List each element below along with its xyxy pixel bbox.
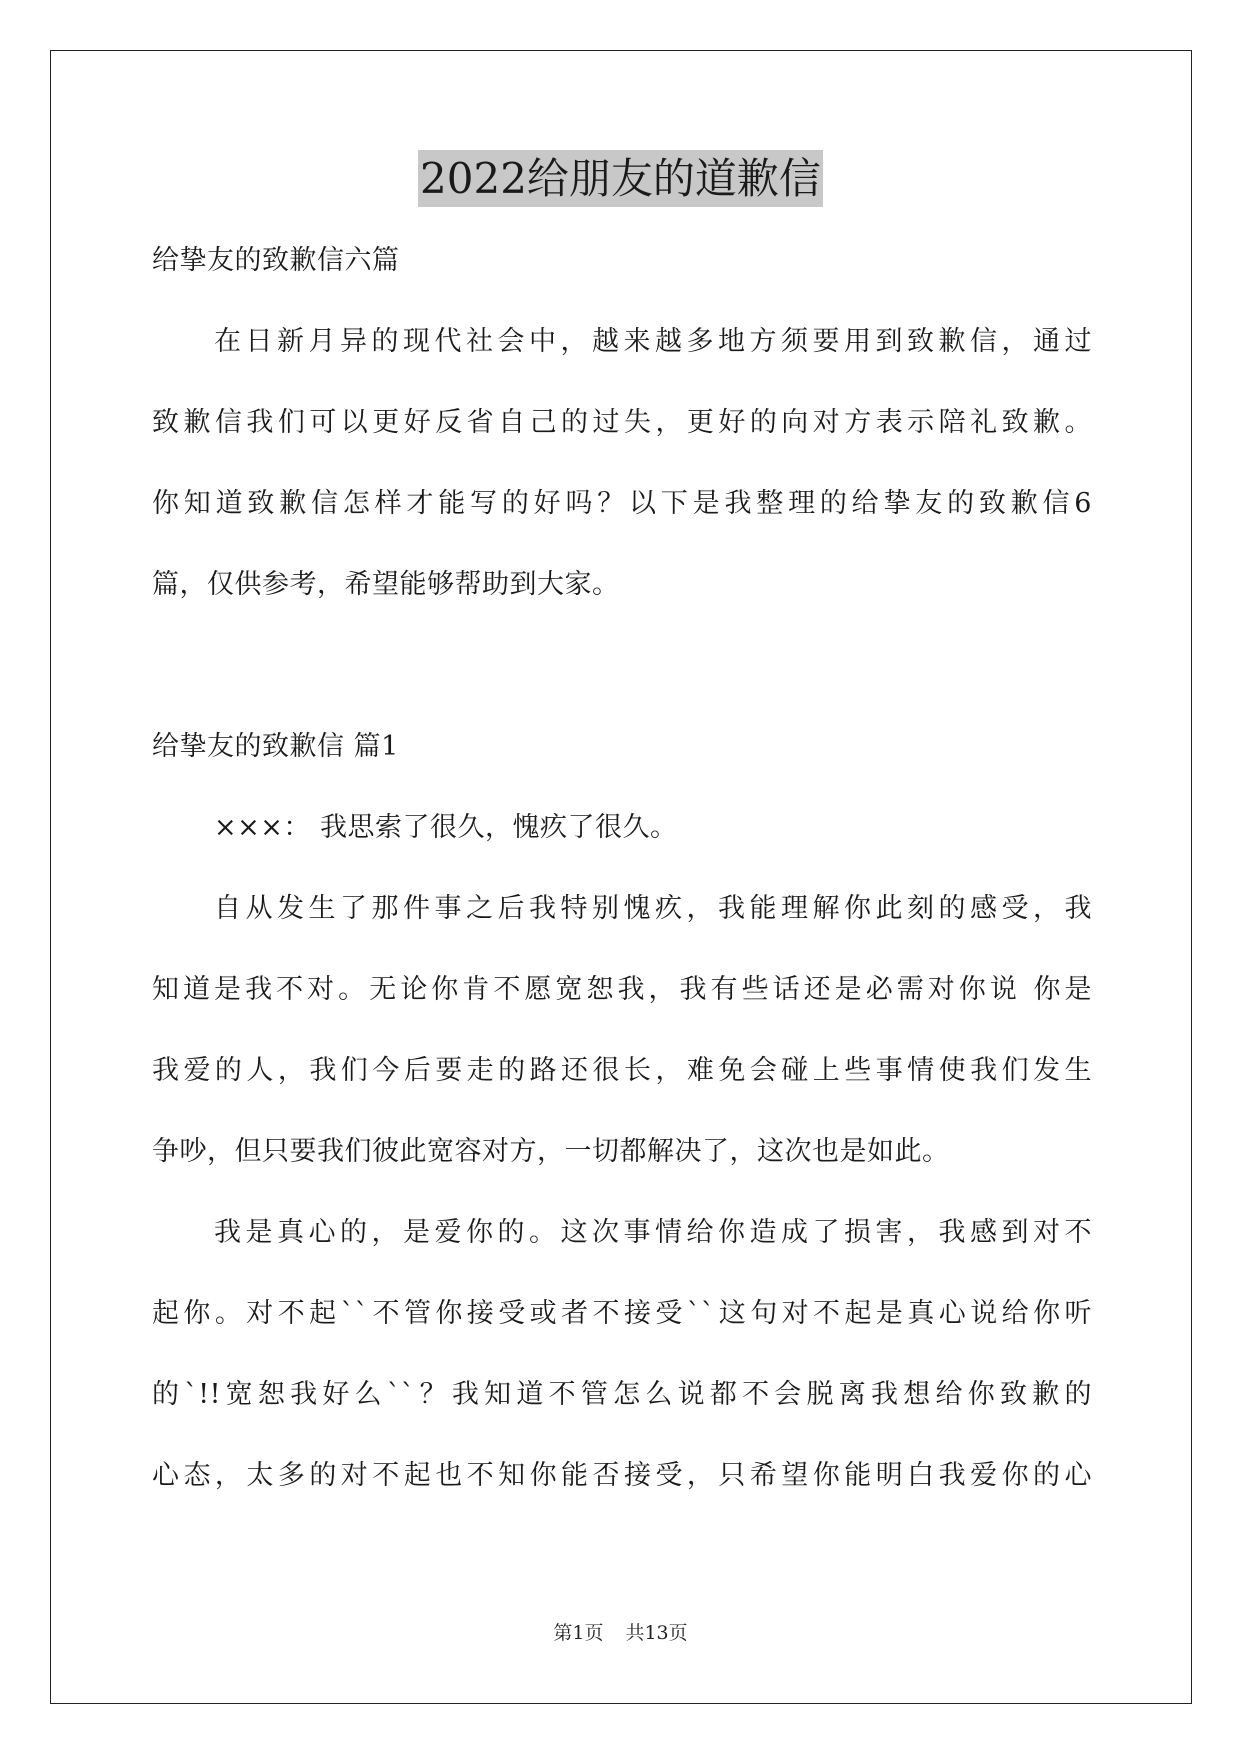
page-total: 共13页 <box>625 1622 688 1644</box>
paragraph-line: 的`!!宽恕我好么``？我知道不管怎么说都不会脱离我想给你致歉的 <box>152 1379 1092 1410</box>
paragraph-line: 致歉信我们可以更好反省自己的过失，更好的向对方表示陪礼致歉。 <box>152 407 1092 438</box>
page-footer <box>0 1624 1241 1643</box>
section-heading: 给挚友的致歉信 篇1 <box>152 731 399 762</box>
paragraph-line: 篇，仅供参考，希望能够帮助到大家。 <box>152 569 620 600</box>
title-highlight: 2022给朋友的道歉信 <box>418 150 823 207</box>
subtitle-line: 给挚友的致歉信六篇 <box>152 245 400 276</box>
paragraph-line: 在日新月异的现代社会中，越来越多地方须要用到致歉信，通过 <box>214 326 1092 357</box>
paragraph-line: 你知道致歉信怎样才能写的好吗？以下是我整理的给挚友的致歉信6 <box>152 488 1092 519</box>
document-body <box>152 241 1092 1537</box>
page-number: 第1页 <box>553 1622 604 1644</box>
salutation-line: ×××： 我思索了很久，愧疚了很久。 <box>214 812 678 843</box>
paragraph-line: 我爱的人，我们今后要走的路还很长，难免会碰上些事情使我们发生 <box>152 1055 1092 1086</box>
paragraph-line: 心态，太多的对不起也不知你能否接受，只希望你能明白我爱你的心 <box>152 1460 1092 1491</box>
paragraph-line: 我是真心的，是爱你的。这次事情给你造成了损害，我感到对不 <box>214 1217 1092 1248</box>
paragraph-line: 起你。对不起``不管你接受或者不接受``这句对不起是真心说给你听 <box>152 1298 1092 1329</box>
paragraph-line: 争吵，但只要我们彼此宽容对方，一切都解决了，这次也是如此。 <box>152 1136 950 1167</box>
paragraph-line: 知道是我不对。无论你肯不愿宽恕我，我有些话还是必需对你说 你是 <box>152 974 1092 1005</box>
paragraph-line: 自从发生了那件事之后我特别愧疚，我能理解你此刻的感受，我 <box>214 893 1092 924</box>
document-title <box>0 154 1241 203</box>
paragraph-gap <box>152 646 1092 727</box>
